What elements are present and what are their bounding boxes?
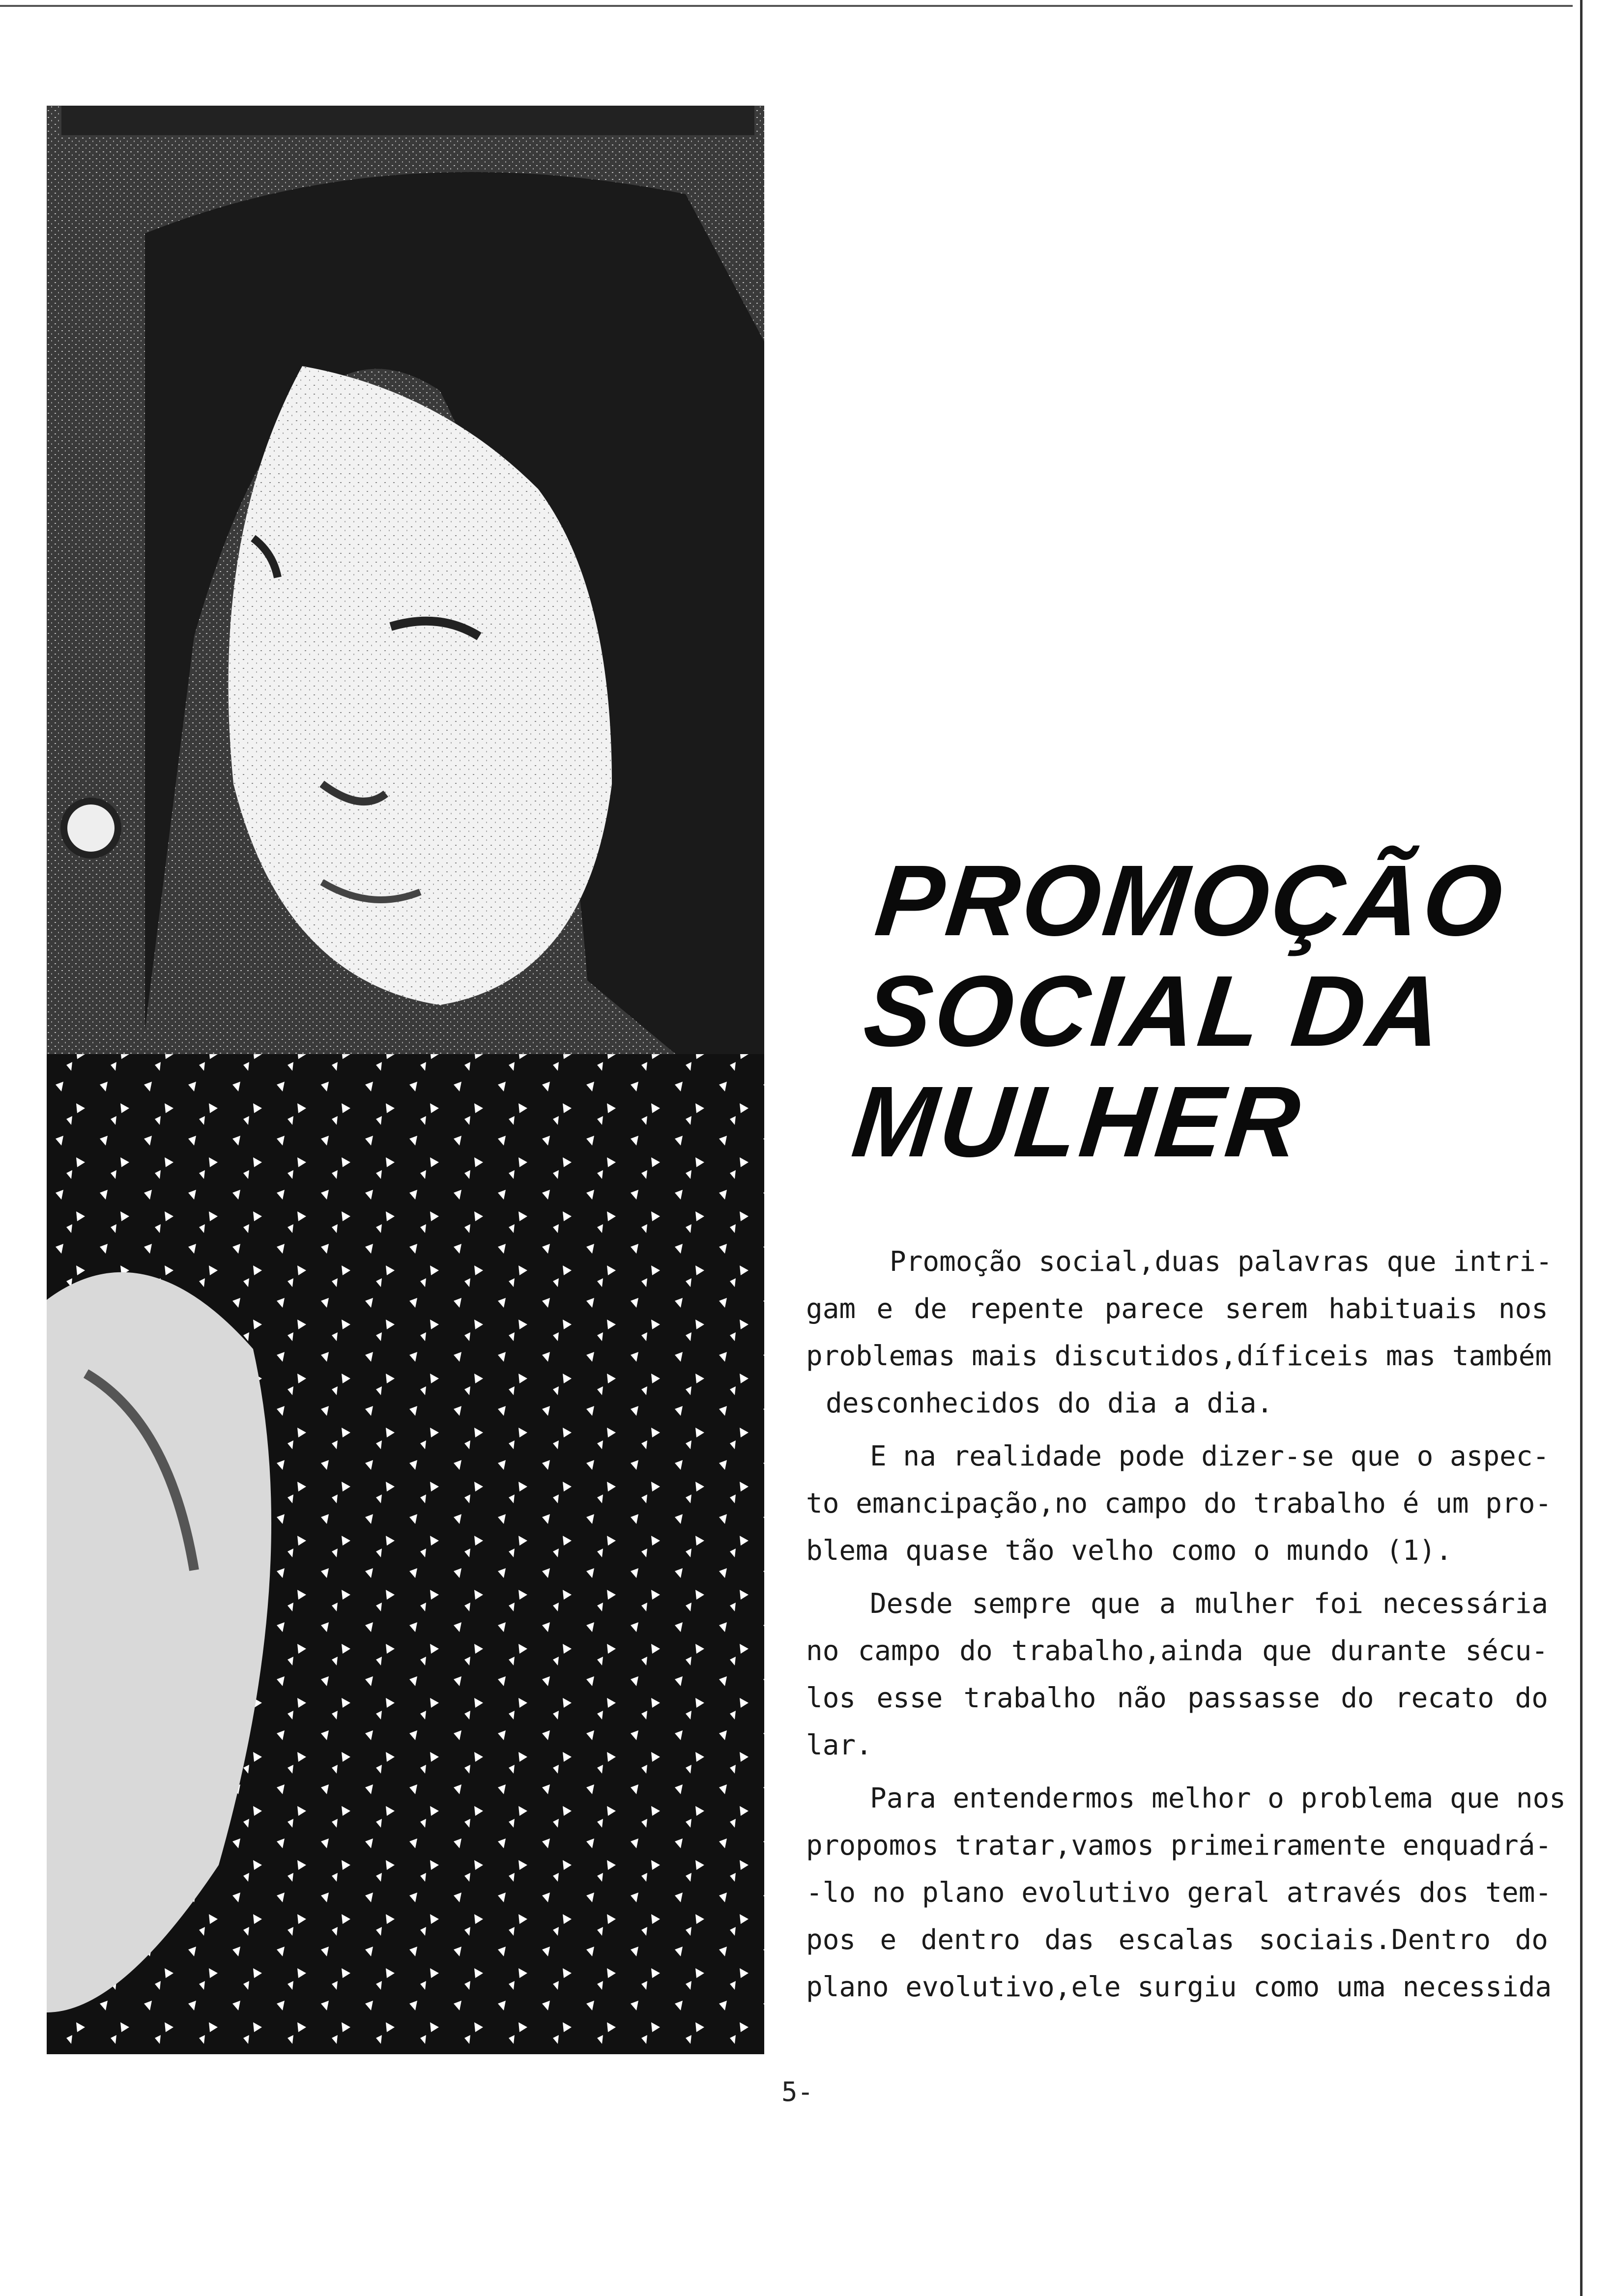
headline-line-3: MULHER xyxy=(847,1065,1308,1178)
article-headline xyxy=(848,845,1571,1177)
paragraph-3-line: lar. xyxy=(806,1729,872,1761)
paragraph-1-line: problemas mais discutidos,díficeis mas também xyxy=(806,1340,1552,1372)
article-body xyxy=(806,1238,1566,2011)
headline-line-2: SOCIAL DA xyxy=(859,955,1450,1067)
paragraph-1-line: desconhecidos do dia a dia. xyxy=(826,1387,1273,1419)
headline-line-1: PROMOÇÃO xyxy=(870,844,1511,957)
paragraph-4-line: plano evolutivo,ele surgiu como uma necessida xyxy=(806,1971,1552,2003)
paragraph-3-line: no campo do trabalho,ainda que durante sécu- xyxy=(806,1635,1548,1667)
paragraph-4-line: pos e dentro das escalas sociais.Dentro do xyxy=(806,1924,1548,1956)
paragraph-2-line: E na realidade pode dizer-se que o aspec- xyxy=(870,1440,1550,1472)
paragraph-4-line: Para entendermos melhor o problema que nos xyxy=(870,1782,1566,1814)
paragraph-3-line: los esse trabalho não passasse do recato do xyxy=(806,1682,1548,1714)
paragraph-4-line: propomos tratar,vamos primeiramente enquadrá- xyxy=(806,1830,1552,1862)
scan-border-top xyxy=(0,5,1573,7)
page-number: 5- xyxy=(781,2076,814,2107)
woman-photograph xyxy=(47,47,764,2054)
paragraph-4-line: -lo no plano evolutivo geral através dos tem- xyxy=(806,1877,1552,1909)
photo-illustration xyxy=(47,47,764,2054)
paragraph-1-line: gam e de repente parece serem habituais nos xyxy=(806,1293,1548,1325)
paragraph-2-line: blema quase tão velho como o mundo (1). xyxy=(806,1535,1452,1567)
paragraph-2-line: to emancipação,no campo do trabalho é um pro- xyxy=(806,1488,1552,1520)
scan-border-right xyxy=(1580,0,1583,2296)
paragraph-3-line: Desde sempre que a mulher foi necessária xyxy=(870,1588,1548,1620)
paragraph-1-line: Promoção social,duas palavras que intri- xyxy=(890,1246,1553,1278)
